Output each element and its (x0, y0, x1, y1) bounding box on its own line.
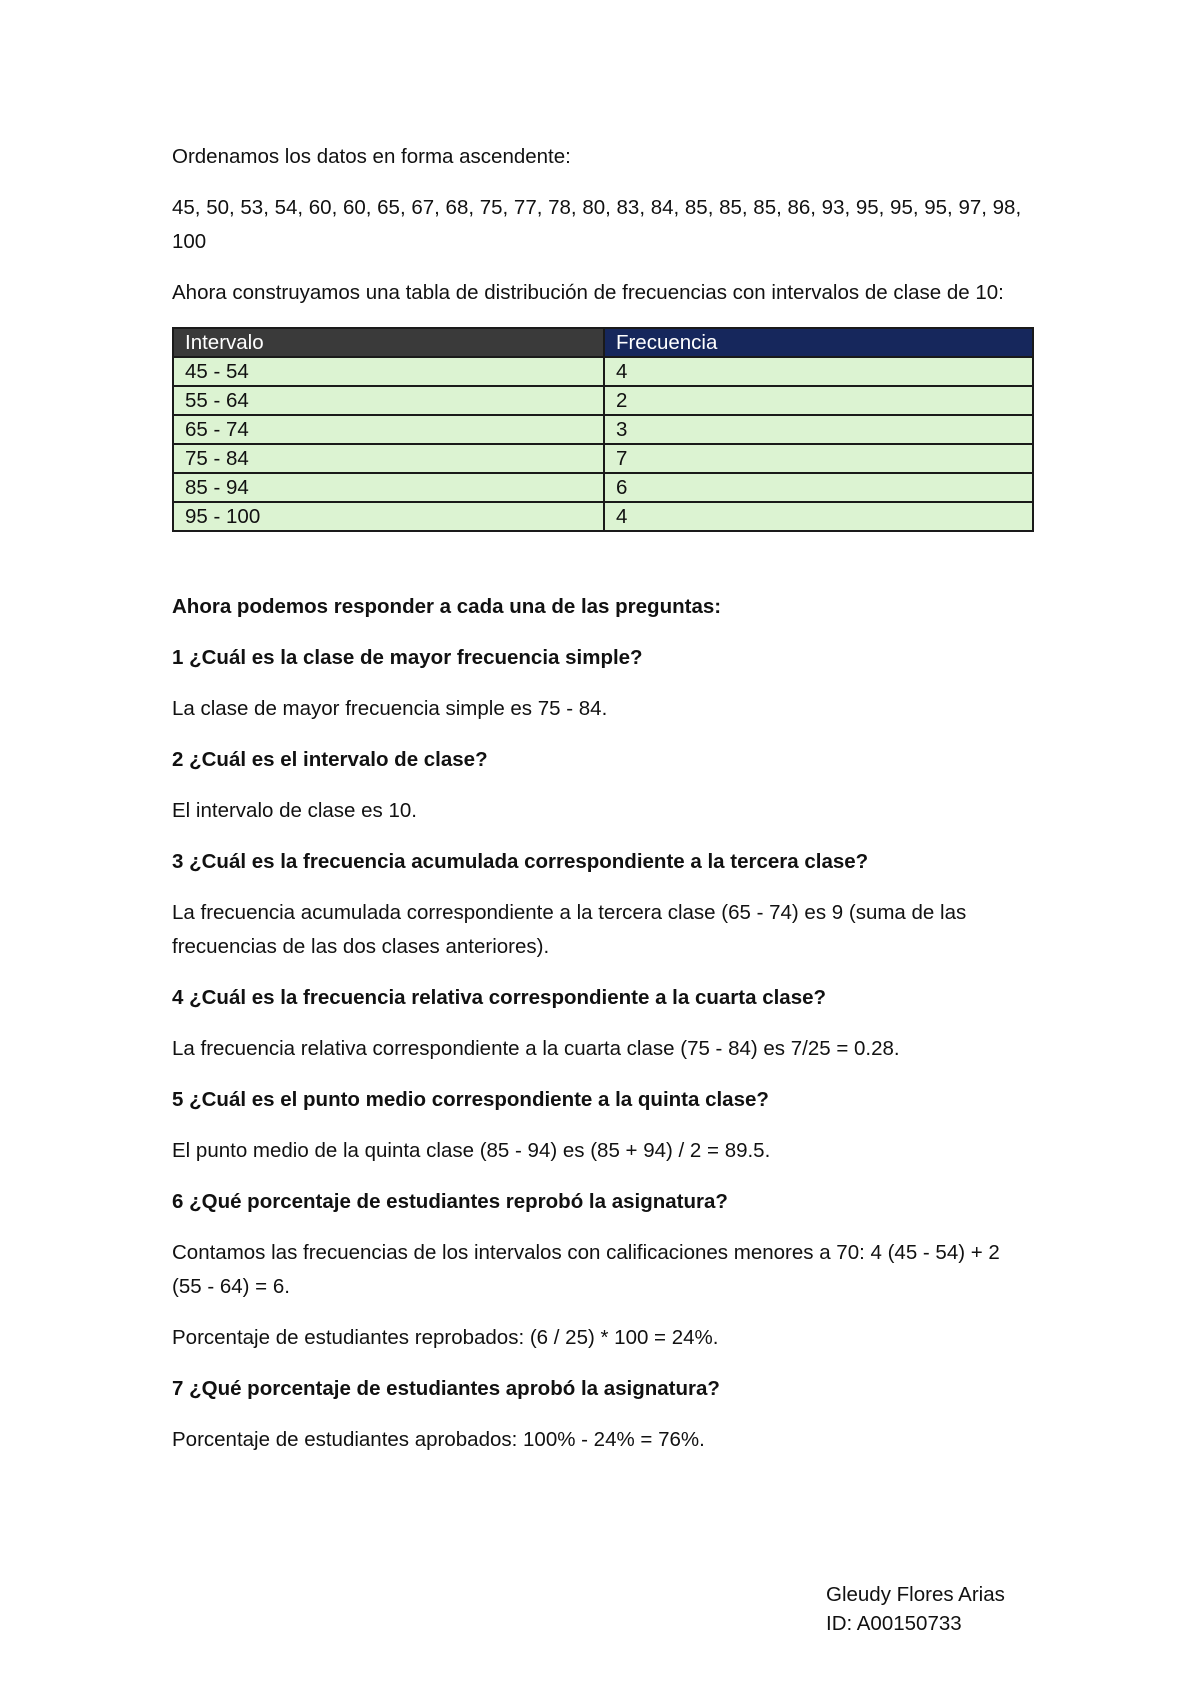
interval-cell: 45 - 54 (173, 357, 604, 386)
interval-cell: 95 - 100 (173, 502, 604, 531)
author-name: Gleudy Flores Arias (826, 1583, 1005, 1606)
question-7: 7 ¿Qué porcentaje de estudiantes aprobó la asignatura? (172, 1377, 720, 1400)
question-4: 4 ¿Cuál es la frecuencia relativa correspondiente a la cuarta clase? (172, 986, 827, 1009)
table-row (173, 444, 1033, 473)
frequency-table (172, 327, 1034, 532)
answer-3: La frecuencia acumulada correspondiente a la tercera clase (65 - 74) es 9 (suma de las frecuencias de las dos clases anteriores). (172, 901, 967, 958)
intro-text: Ordenamos los datos en forma ascendente: (172, 145, 571, 168)
answer-7: Porcentaje de estudiantes aprobados: 100% - 24% = 76%. (172, 1428, 705, 1451)
frequency-cell: 3 (604, 415, 1033, 444)
table-row (173, 386, 1033, 415)
interval-cell: 85 - 94 (173, 473, 604, 502)
table-row (173, 357, 1033, 386)
question-2: 2 ¿Cuál es el intervalo de clase? (172, 748, 488, 771)
question-3: 3 ¿Cuál es la frecuencia acumulada correspondiente a la tercera clase? (172, 850, 869, 873)
answer-5: El punto medio de la quinta clase (85 - 94) es (85 + 94) / 2 = 89.5. (172, 1139, 771, 1162)
frequency-cell: 2 (604, 386, 1033, 415)
header-intervalo: Intervalo (173, 328, 604, 357)
answer-6b: Porcentaje de estudiantes reprobados: (6 / 25) * 100 = 24%. (172, 1326, 719, 1349)
interval-cell: 55 - 64 (173, 386, 604, 415)
table-row (173, 502, 1033, 531)
answer-6a: Contamos las frecuencias de los intervalos con calificaciones menores a 70: 4 (45 - 54) + 2 (55 - 64) = 6. (172, 1241, 1000, 1298)
table-row (173, 415, 1033, 444)
answer-1: La clase de mayor frecuencia simple es 75 - 84. (172, 697, 608, 720)
frequency-cell: 4 (604, 357, 1033, 386)
sorted-data: 45, 50, 53, 54, 60, 60, 65, 67, 68, 75, 77, 78, 80, 83, 84, 85, 85, 85, 86, 93, 95, 95, 95, 97, 98, 100 (172, 196, 1022, 253)
table-header-row (173, 328, 1033, 357)
document-body (172, 140, 1034, 1474)
answer-2: El intervalo de clase es 10. (172, 799, 417, 822)
interval-cell: 75 - 84 (173, 444, 604, 473)
table-intro: Ahora construyamos una tabla de distribución de frecuencias con intervalos de clase de 10: (172, 281, 1004, 304)
header-frecuencia: Frecuencia (604, 328, 1033, 357)
questions-heading: Ahora podemos responder a cada una de las preguntas: (172, 595, 722, 618)
author-id: ID: A00150733 (826, 1612, 962, 1635)
question-6: 6 ¿Qué porcentaje de estudiantes reprobó la asignatura? (172, 1190, 728, 1213)
question-5: 5 ¿Cuál es el punto medio correspondiente a la quinta clase? (172, 1088, 769, 1111)
question-1: 1 ¿Cuál es la clase de mayor frecuencia simple? (172, 646, 643, 669)
interval-cell: 65 - 74 (173, 415, 604, 444)
author-signature (826, 1580, 1005, 1638)
frequency-cell: 7 (604, 444, 1033, 473)
table-row (173, 473, 1033, 502)
frequency-cell: 6 (604, 473, 1033, 502)
frequency-cell: 4 (604, 502, 1033, 531)
answer-4: La frecuencia relativa correspondiente a la cuarta clase (75 - 84) es 7/25 = 0.28. (172, 1037, 900, 1060)
